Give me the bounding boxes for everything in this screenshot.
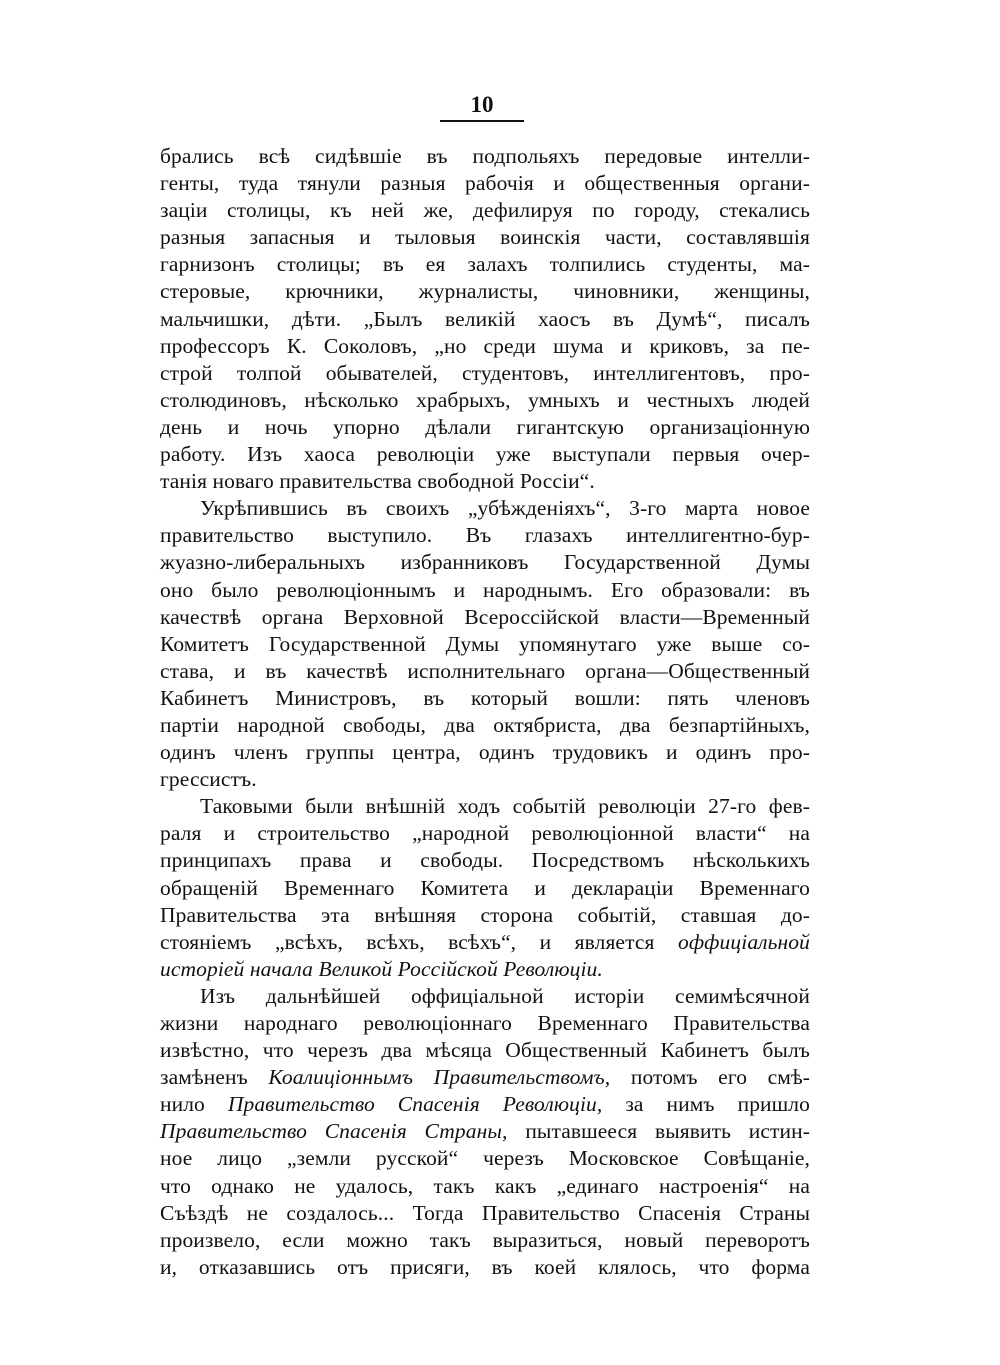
text-line: строй толпой обывателей, студентовъ, интеллигентовъ, про- <box>160 360 810 385</box>
text-segment: за нимъ пришло <box>625 1092 810 1117</box>
text-line <box>160 1118 810 1145</box>
paragraph-4 <box>160 983 810 1281</box>
text-line: партіи народной свободы, два октябриста, два безпартійныхъ, <box>160 712 810 737</box>
text-line: оно было революціоннымъ и народнымъ. Его образовали: въ <box>160 577 810 602</box>
text-line <box>160 1091 810 1118</box>
text-line: разныя запасныя и тыловыя воинскія части, составлявшія <box>160 225 810 250</box>
italic-segment: Коалиціоннымъ Правительствомъ, <box>268 1065 611 1090</box>
text-line: профессоръ К. Соколовъ, „но среди шума и криковъ, за пе- <box>160 333 810 358</box>
text-line: Правительства эта внѣшняя сторона событій, ставшая до- <box>160 902 810 927</box>
text-line: става, и въ качествѣ исполнительнаго органа—Общественный <box>160 658 810 683</box>
text-line: работу. Изъ хаоса революціи уже выступали первыя очер- <box>160 442 810 467</box>
text-line: и, отказавшись отъ присяги, въ коей клялось, что форма <box>160 1254 810 1279</box>
italic-segment: оффиціальной <box>677 929 810 954</box>
paragraph-2 <box>160 495 810 793</box>
text-line: извѣстно, что черезъ два мѣсяца Общественный Кабинетъ былъ <box>160 1038 810 1063</box>
text-segment: замѣненъ <box>160 1065 248 1090</box>
text-line <box>160 929 810 956</box>
text-line: Таковыми были внѣшній ходъ событій революціи 27-го фев- <box>200 794 810 819</box>
paragraph-1 <box>160 143 810 495</box>
text-line: ное лицо „земли русской“ черезъ Московское Совѣщаніе, <box>160 1146 810 1171</box>
text-line <box>160 1064 810 1091</box>
page-number: 10 <box>440 92 524 122</box>
text-line: жизни народнаго революціоннаго Временнаго Правительства <box>160 1011 810 1035</box>
italic-segment: исторіей начала Великой Россійской Революціи. <box>160 956 603 981</box>
text-line: качествѣ органа Верховной Всероссійской власти—Временный <box>160 604 810 629</box>
italic-segment: Правительство Спасенія Революціи, <box>227 1092 603 1117</box>
text-line <box>160 956 810 983</box>
text-line: танія новаго правительства свободной Россіи“. <box>160 469 595 494</box>
text-segment: стояніемъ „всѣхъ, всѣхъ, всѣхъ“, и является <box>160 929 655 954</box>
text-line: день и ночь упорно дѣлали гигантскую организаціонную <box>160 414 810 439</box>
text-segment: потомъ его смѣ- <box>630 1065 810 1090</box>
paragraph-3 <box>160 793 810 983</box>
text-line: Изъ дальнѣйшей оффиціальной исторіи семимѣсячной <box>200 983 810 1008</box>
text-line: Комитетъ Государственной Думы упомянутаго уже выше со- <box>160 631 810 656</box>
text-line: одинъ членъ группы центра, одинъ трудовикъ и одинъ про- <box>160 740 810 765</box>
text-line: Съѣздѣ не создалось... Тогда Правительство Спасенія Страны <box>160 1200 810 1225</box>
italic-segment: Правительство Спасенія Страны, <box>160 1119 508 1144</box>
body-text <box>160 143 810 1281</box>
text-line: жуазно-либеральныхъ избранниковъ Государственной Думы <box>160 550 810 575</box>
text-line: стеровые, крючники, журналисты, чиновники, женщины, <box>160 279 810 304</box>
text-line: грессистъ. <box>160 767 257 792</box>
text-line: Кабинетъ Министровъ, въ который вошли: пять членовъ <box>160 685 810 710</box>
text-line: принципахъ права и свободы. Посредствомъ нѣсколькихъ <box>160 848 810 873</box>
text-line: что однако не удалось, такъ какъ „единаго настроенія“ на <box>160 1173 810 1198</box>
text-line: правительство выступило. Въ глазахъ интеллигентно-бур- <box>160 523 810 548</box>
text-line: гарнизонъ столицы; въ ея залахъ толпились студенты, ма- <box>160 252 810 277</box>
text-line: брались всѣ сидѣвшіе въ подпольяхъ передовые интелли- <box>160 144 810 168</box>
text-line: мальчишки, дѣти. „Былъ великій хаосъ въ Думѣ“, писалъ <box>160 306 810 331</box>
text-segment: пытавшееся выявить истин- <box>525 1119 810 1144</box>
text-line: столюдиновъ, нѣсколько храбрыхъ, умныхъ и честныхъ людей <box>160 387 810 412</box>
text-line: генты, туда тянули разныя рабочія и общественныя органи- <box>160 171 810 196</box>
text-line: обращеній Временнаго Комитета и деклараціи Временнаго <box>160 875 810 900</box>
text-line: раля и строительство „народной революціонной власти“ на <box>160 821 810 846</box>
text-line: произвело, если можно такъ выразиться, новый переворотъ <box>160 1227 810 1252</box>
text-line: Укрѣпившись въ своихъ „убѣжденіяхъ“, 3-го марта новое <box>200 496 810 521</box>
text-line: заціи столицы, къ ней же, дефилируя по городу, стекались <box>160 198 810 223</box>
text-segment: нило <box>160 1092 205 1117</box>
